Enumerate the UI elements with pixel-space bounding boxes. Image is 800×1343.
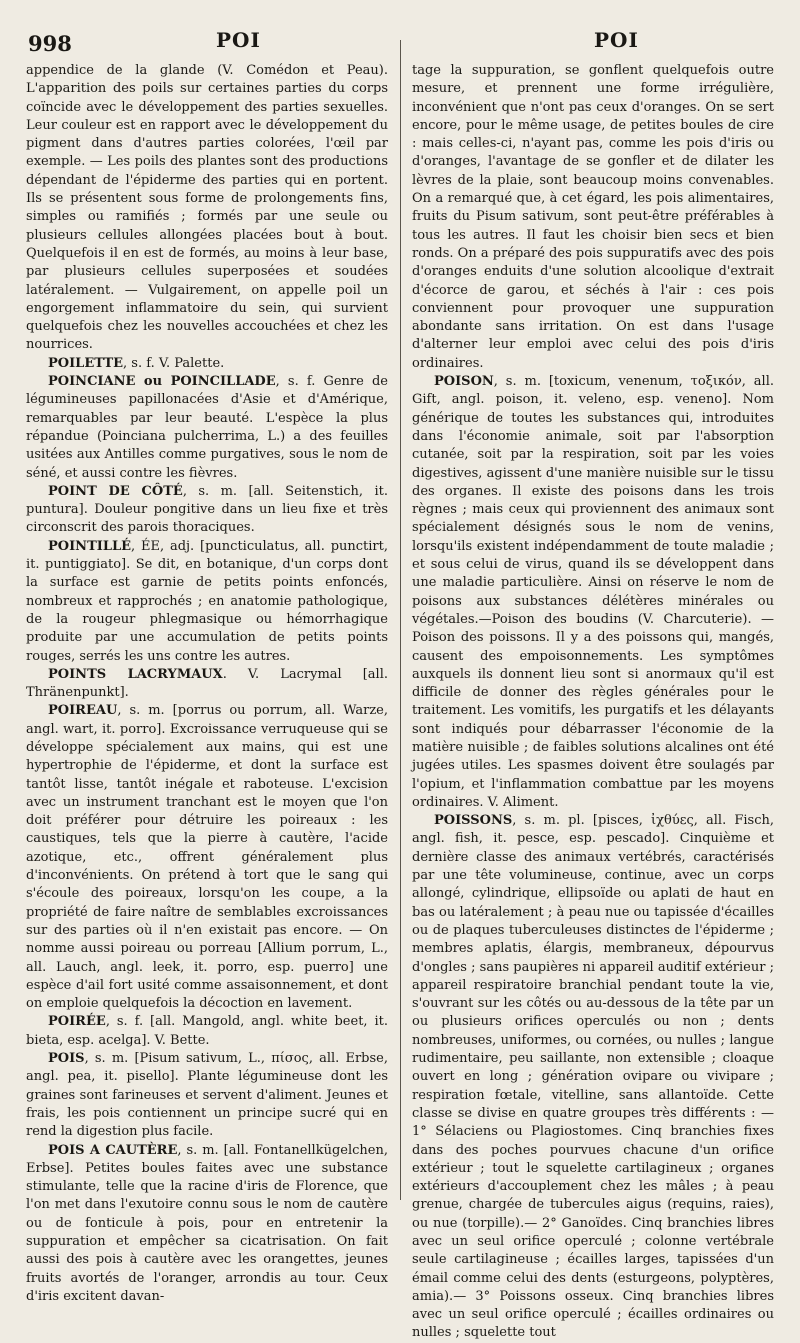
entry-poinciane: POINCIANE ou POINCILLADE, s. f. Genre de légumineuses papillonacées d'Asie et d'Amérique, remarquables par leur beauté. L'espèce la plus répandue (Poinciana pulcherrima, L.) a des feuilles usitées aux Antilles comme purgatives, sous le nom de séné, et aussi contre les fièvres. [26,374,388,481]
left-column [26,62,388,1304]
page-number: 998 [28,31,72,56]
entry-pois-a-cautere: POIS A CAUTÈRE, s. m. [all. Fontanellkügelchen, Erbse]. Petites boules faites avec une substance stimulante, telle que la racine d'iris de Florence, que l'on met dans l'exutoire connu sous le nom de cautère ou de fonticule à pois, pour en entretenir la suppuration et empêcher sa cicatrisation. On fait aussi des pois à cautère avec les orangettes, jeunes fruits avortés de l'oranger, arrondis au tour. Ceux d'iris excitent davan- [26,1142,388,1304]
entry-poireau: POIREAU, s. m. [porrus ou porrum, all. Warze, angl. wart, it. porro]. Excroissance verruqueuse qui se développe spécialement aux mains, qui est une hypertrophie de l'épiderme, et dont la surface est tantôt lisse, tantôt inégale et raboteuse. L'excision avec un instrument tranchant est le moyen que l'on doit préférer pour détruire les poireaux : les caustiques, tels que la pierre à cautère, l'acide azotique, etc., offrent généralement plus d'inconvénients. On prétend à tort que le sang qui s'écoule des poireaux, lorsqu'on les coupe, a la propriété de faire naître de semblables excroissances sur des parties où il n'en existait pas encore. — On nomme aussi poireau ou porreau [Allium porrum, L., all. Lauch, angl. leek, it. porro, esp. puerro] une espèce d'ail fort usité comme assaisonnement, et dont on emploie quelquefois la décoction en lavement. [26,703,388,1012]
entry-pois: POIS, s. m. [Pisum sativum, L., πίσος, all. Erbse, angl. pea, it. pisello]. Plante légumineuse dont les graines sont farineuses et servent d'aliment. Jeunes et frais, les pois contiennent un principe sucré qui en rend la digestion plus facile. [26,1051,388,1140]
entry-poiree: POIRÉE, s. f. [all. Mangold, angl. white beet, it. bieta, esp. acelga]. V. Bette. [26,1014,388,1048]
entry-poison: POISON, s. m. [toxicum, venenum, τοξικόν, all. Gift, angl. poison, it. veleno, esp. veneno]. Nom générique de toutes les substances qui, introduites dans l'économie animale, soit par l'absorption cutanée, soit par la respiration, soit par les voies digestives, agissent d'une manière nuisible sur le tissu des organes. Il existe des poisons dans les trois règnes ; mais ceux qui proviennent des animaux sont spécialement désignés sous le nom de venins, lorsqu'ils existent indépendamment de toute maladie ; et sous celui de virus, quand ils se développent dans une maladie particulière. Ainsi on réserve le nom de poisons aux substances délétères minérales ou végétales.—Poison des boudins (V. Charcuterie). — Poison des poissons. Il y a des poissons qui, mangés, causent des empoisonnements. Les symptômes auxquels ils donnent lieu sont si anormaux qu'il est difficile de donner des règles générales pour le traitement. Les vomitifs, les purgatifs et les délayants sont indiqués pour débarrasser l'économie de la matière nuisible ; de faibles solutions alcalines ont été jugées utiles. Les spasmes doivent être soulagés par l'opium, et l'inflammation combattue par les moyens ordinaires. V. Aliment. [412,374,774,810]
right-column [412,62,775,1341]
entry-pointille: POINTILLÉ, ÉE, adj. [puncticulatus, all. punctirt, it. puntiggiato]. Se dit, en botanique, d'un corps dont la surface est garnie de petits points enfoncés, nombreux et rapprochés ; en anatomie pathologique, de la rougeur phlegmasique ou hémorrhagique produite par une accumulation de petits points rouges, serrés les uns contre les autres. [26,538,388,664]
entry-poissons: POISSONS, s. m. pl. [pisces, ἰχθύες, all. Fisch, angl. fish, it. pesce, esp. pescado]. Cinquième et dernière classe des animaux vertébrés, caractérisés par une tête volumineuse, continue, avec un corps allongé, cylindrique, ellipsoïde ou aplati de haut en bas ou latéralement ; à peau nue ou tapissée d'écailles ou de plaques tuberculeuses distinctes de l'épiderme ; membres aplatis, élargis, membraneux, dépourvus d'ongles ; sans paupières ni appareil auditif extérieur ; appareil respiratoire branchial pendant toute la vie, s'ouvrant sur les côtés ou au-dessous de la tête par un ou plusieurs orifices operculés ou non ; dents nombreuses, uniformes, ou cornées, ou nulles ; langue rudimentaire, peu saillante, non extensible ; cloaque ouvert en long ; génération ovipare ou vivipare ; respiration fœtale, vitelline, sans allantoïde. Cette classe se divise en quatre groupes très différents : — 1° Sélaciens ou Plagiostomes. Cinq branchies fixes dans des poches pourvues chacune d'un orifice extérieur ; tout le squelette cartilagineux ; organes extérieurs d'accouplement chez les mâles ; à peau grenue, chargée de tubercules aigus (requins, raies), ou nue (torpille).— 2° Ganoïdes. Cinq branchies libres avec un seul orifice operculé ; colonne vertébrale seule cartilagineuse ; écailles larges, tapissées d'un émail comme celui des dents (esturgeons, polyptères, amia).— 3° Poissons osseux. Cinq branchies libres avec un seul orifice operculé ; écailles ordinaires ou nulles ; squelette tout [412,813,774,1341]
entry-poil-continued: appendice de la glande (V. Comédon et Peau). L'apparition des poils sur certaines parties du corps coïncide avec le développement des parties sexuelles. Leur couleur est en rapport avec le développement du pigment dans d'autres parties colorées, l'œil par exemple. — Les poils des plantes sont des productions dépendant de l'épiderme des parties qui en portent. Ils se présentent sous forme de prolongements fins, simples ou ramifiés ; formés par une seule ou plusieurs cellules allongées placées bout à bout. Quelquefois il en est de formés, au moins à leur base, par plusieurs cellules superposées et soudées latéralement. — Vulgairement, on appelle poil un engorgement inflammatoire du sein, qui survient quelquefois chez les nouvelles accouchées et chez les nourrices. [26,63,388,353]
entry-point-de-cote: POINT DE CÔTÉ, s. m. [all. Seitenstich, it. puntura]. Douleur pongitive dans un lieu fixe et très circonscrit des parois thoraciques. [26,483,388,536]
right-running-head: POI [594,28,639,52]
entry-pois-a-cautere-continued: tage la suppuration, se gonflent quelquefois outre mesure, et prennent une forme irrégulière, inconvénient que n'ont pas ceux d'oranges. On se sert encore, pour le même usage, de petites boules de cire : mais celles-ci, n'ayant pas, comme les pois d'iris ou d'oranges, l'avantage de se gonfler et de dilater les lèvres de la plaie, sont beaucoup moins convenables. On a remarqué que, à cet égard, les pois alimentaires, fruits du Pisum sativum, sont peut-être préférables à tous les autres. Il faut les choisir bien secs et bien ronds. On a préparé des pois suppuratifs avec des pois d'oranges enduits d'une solution alcoolique d'extrait d'écorce de garou, et séchés à l'air : ces pois conviennent pour provoquer une suppuration abondante sans irritation. On est dans l'usage d'alterner leur emploi avec celui des pois d'iris ordinaires. [412,63,775,371]
column-divider [400,40,401,1200]
entry-points-lacrymaux: POINTS LACRYMAUX. V. Lacrymal [all. Thränenpunkt]. [26,666,388,701]
left-running-head: POI [216,28,261,52]
entry-poilette: POILETTE, s. f. V. Palette. [48,355,225,371]
